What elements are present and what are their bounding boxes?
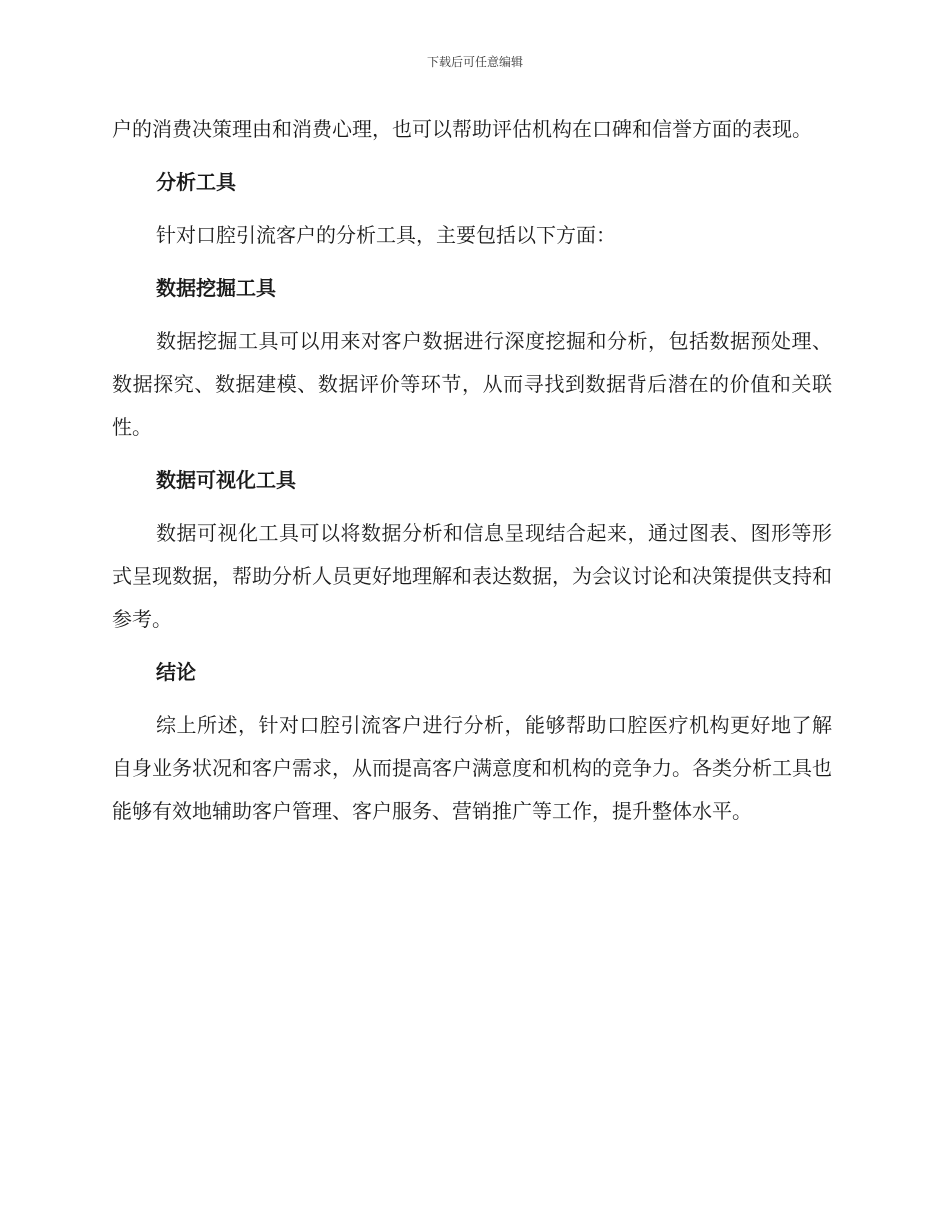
heading-data-mining: 数据挖掘工具 — [156, 276, 276, 300]
paragraph-data-visualization: 数据可视化工具可以将数据分析和信息呈现结合起来，通过图表、图形等形式呈现数据，帮助分析人员更好地理解和表达数据，为会议讨论和决策提供支持和参考。 — [112, 521, 832, 631]
paragraph-continued: 户的消费决策理由和消费心理，也可以帮助评估机构在口碑和信誉方面的表现。 — [112, 117, 812, 141]
document-body — [112, 108, 832, 833]
heading-data-visualization: 数据可视化工具 — [156, 468, 296, 492]
paragraph-data-mining: 数据挖掘工具可以用来对客户数据进行深度挖掘和分析，包括数据预处理、数据探究、数据建模、数据评价等环节，从而寻找到数据背后潜在的价值和关联性。 — [112, 329, 832, 439]
heading-analysis-tools: 分析工具 — [156, 170, 236, 194]
paragraph-conclusion: 综上所述，针对口腔引流客户进行分析，能够帮助口腔医疗机构更好地了解自身业务状况和客户需求，从而提高客户满意度和机构的竞争力。各类分析工具也能够有效地辅助客户管理、客户服务、营销推广等工作，提升整体水平。 — [112, 713, 832, 823]
heading-conclusion: 结论 — [156, 660, 196, 684]
paragraph-tools-intro: 针对口腔引流客户的分析工具，主要包括以下方面： — [156, 223, 616, 247]
page-header: 下载后可任意编辑 — [426, 55, 523, 69]
